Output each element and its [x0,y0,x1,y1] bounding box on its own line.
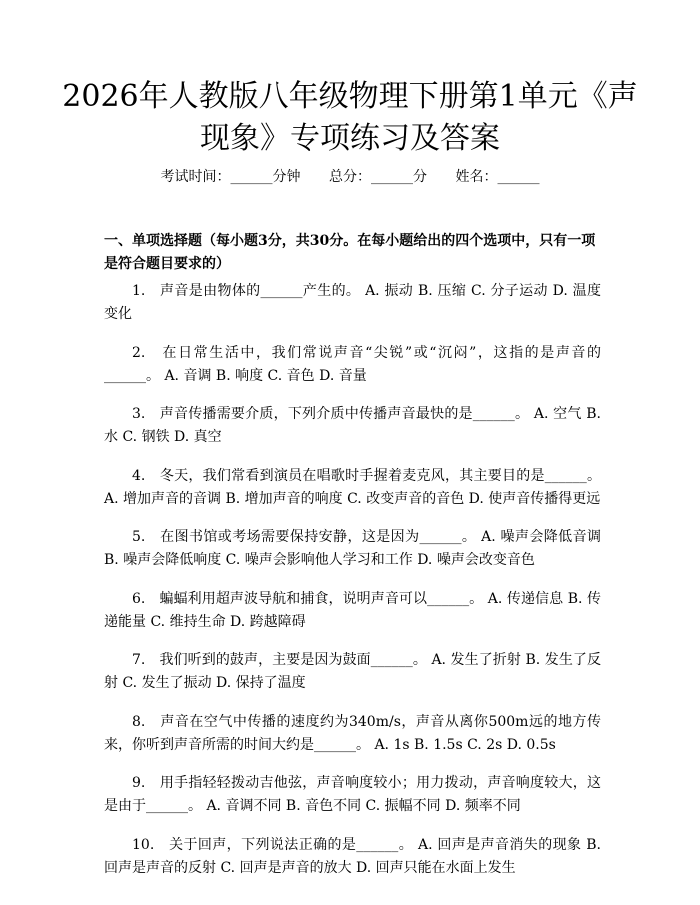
question-item: 10. 关于回声，下列说法正确的是______。 A. 回声是声音消失的现象 B. 回声是声音的反射 C. 回声是声音的放大 D. 回声只能在水面上发生 [104,836,601,876]
question-list [104,280,601,895]
question-item: 6. 蝙蝠利用超声波导航和捕食，说明声音可以______。 A. 传递信息 B. 传递能量 C. 维持生命 D. 跨越障碍 [104,590,601,630]
question-item: 7. 我们听到的鼓声，主要是因为鼓面______。 A. 发生了折射 B. 发生了反射 C. 发生了振动 D. 保持了温度 [104,652,601,691]
question-item: 5. 在图书馆或考场需要保持安静，这是因为______。 A. 噪声会降低音调 B. 噪声会降低响度 C. 噪声会影响他人学习和工作 D. 噪声会改变音色 [104,529,601,568]
question-item: 8. 声音在空气中传播的速度约为340m/s，声音从离你500m远的地方传来，你听到声音所需的时间大约是______。 A. 1s B. 1.5s C. 2s D. 0.5s [104,713,601,753]
exam-info [0,167,700,187]
exam-time: 考试时间：______分钟 [160,169,301,185]
student-name: 姓名：______ [455,169,540,185]
section-heading: 一、单项选择题（每小题3分，共30分。在每小题给出的四个选项中，只有一项是符合题目要求的） [104,233,596,272]
question-item: 3. 声音传播需要介质，下列介质中传播声音最快的是______。 A. 空气 B. 水 C. 钢铁 D. 真空 [104,406,601,445]
question-item: 1. 声音是由物体的______产生的。 A. 振动 B. 压缩 C. 分子运动 D. 温度变化 [104,283,601,322]
total-score: 总分：______分 [329,169,427,185]
question-item: 4. 冬天，我们常看到演员在唱歌时手握着麦克风，其主要目的是______。 A. 增加声音的音调 B. 增加声音的响度 C. 改变声音的音色 D. 使声音传播得更远 [104,467,601,507]
document-title: 2026年人教版八年级物理下册第1单元《声现象》专项练习及答案 [62,79,638,156]
question-item: 2. 在日常生活中，我们常说声音“尖锐”或“沉闷”，这指的是声音的______。 A. 音调 B. 响度 C. 音色 D. 音量 [104,344,601,384]
question-item: 9. 用手指轻轻拨动吉他弦，声音响度较小；用力拨动，声音响度较大，这是由于______。 A. 音调不同 B. 音色不同 C. 振幅不同 D. 频率不同 [104,775,601,814]
